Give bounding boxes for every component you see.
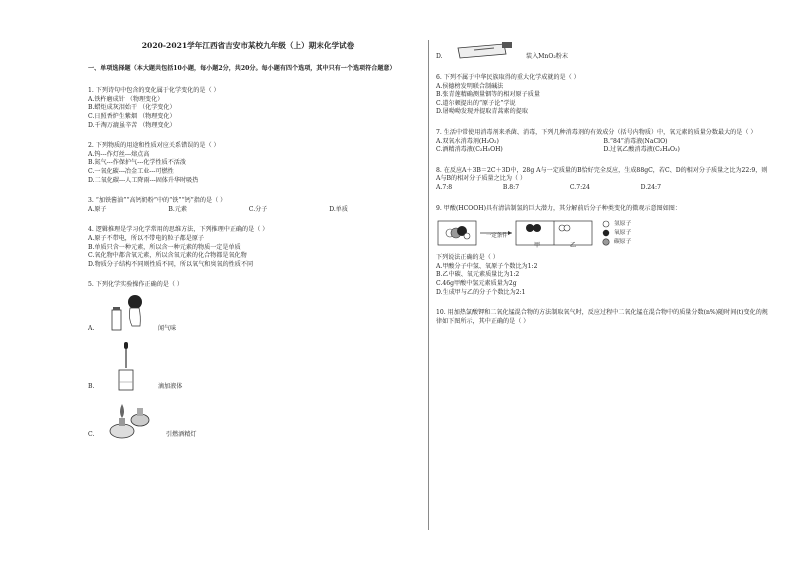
option: D.24:7 (640, 183, 661, 191)
option: A.甲酸分子中氢、氧原子个数比为1:2 (436, 262, 538, 270)
question-8 (436, 167, 771, 193)
legend-row (602, 220, 631, 229)
option-label: C. (88, 431, 95, 439)
option: C.46g甲酸中氢元素质量为2g (436, 279, 517, 287)
option: C.日照香炉生紫烟 （物理变化） (88, 112, 176, 120)
option: A.7:8 (436, 183, 453, 191)
question-stem: 9. 甲酸(HCOOH)具有清洁制氢的巨大潜力，其分解前后分子种类变化的微观示意图如图： (436, 204, 681, 212)
legend-label: 氧原子 (614, 229, 632, 236)
question-2 (88, 142, 408, 185)
option: A.铁杵磨成针 （物理变化） (88, 95, 164, 103)
test-tube-illustration (454, 40, 514, 62)
question-stem: 4. 逻辑推理是学习化学常用的思维方法，下列推理中正确的是（ ） (88, 226, 269, 234)
page-title: 2020-2021学年江西省吉安市某校九年级（上）期末化学试卷 (141, 41, 355, 50)
option: A.钨---作灯丝---熔点高 (88, 150, 150, 158)
question-stem: 1. 下列诗句中包含的变化属于化学变化的是（ ） (88, 87, 220, 95)
column-divider (428, 40, 429, 530)
option: A.原子 (88, 205, 107, 213)
left-column (88, 40, 408, 452)
question-stem: 8. 在反应A＋3B＝2C＋3D中，28g A与一定质量的B恰好完全反应，生成88gC，若C、D的相对分子质量之比为22:9，则A与B的相对分子质量之比为（ ） (436, 166, 768, 183)
option: B.“84”消毒液(NaClO) (603, 137, 668, 145)
option: B.元素 (168, 205, 187, 213)
option-label: B. (88, 383, 95, 391)
right-column (436, 40, 771, 338)
option: B.蜡炬成灰泪始干 （化学变化） (88, 104, 176, 112)
option-figure (88, 398, 408, 440)
section-heading: 一、单项选择题（本大题共包括10小题，每小题2分，共20分。每小题有四个选项，其中只有一个选项符合题意） (88, 64, 396, 72)
options-row (88, 206, 408, 215)
option: B.氮气---作保护气---化学性质不活泼 (88, 159, 186, 167)
option: A.原子不带电，所以不带电的粒子都是原子 (88, 234, 205, 242)
question-stem: 5. 下列化学实验操作正确的是（ ） (88, 281, 184, 289)
option: D.千淘万漉虽辛苦 （物理变化） (88, 121, 176, 129)
question-5 (88, 281, 408, 440)
option: B.8:7 (502, 183, 520, 191)
option: C.7:24 (569, 183, 590, 191)
option-text: 滴加液体 (158, 383, 183, 391)
question-stem: 10. 用加热氯酸钾和二氧化锰混合物的方法制取氧气时，反应过程中二氧化锰在混合物中的质量分数(n%)随时间(t)变化的规律如下图所示，其中正确的是（ ） (436, 309, 768, 325)
question-1 (88, 87, 408, 130)
options-grid (436, 138, 771, 155)
question-4 (88, 226, 408, 269)
option-figure (88, 340, 408, 392)
legend-label: 氢原子 (614, 220, 632, 227)
product-yi-label: 乙 (570, 242, 577, 250)
option: C.酒精消毒液(C₂H₅OH) (436, 146, 503, 154)
hydrogen-atom-icon (602, 220, 610, 228)
option-text: 闻气味 (158, 325, 177, 333)
option: D.单质 (329, 205, 348, 213)
oxygen-atom-icon (602, 229, 610, 237)
legend-label: 碳原子 (614, 238, 632, 245)
question-stem: 3. “加铁酱油”“高钙奶粉”中的“铁”“钙”指的是（ ） (88, 197, 227, 205)
option: C.道尔顿提出的“原子论”学说 (436, 99, 516, 107)
alcohol-lamp-illustration (106, 398, 154, 440)
option-figure (436, 40, 771, 62)
question-stem: 6. 下列不属于中华民族取得的重大化学成就的是（ ） (436, 74, 580, 81)
option: D.二氧化碳---人工降雨---固体升华时吸热 (88, 176, 199, 184)
option-label: D. (436, 53, 443, 61)
option: C.氧化物中都含氧元素，所以含氧元素的化合物都是氧化物 (88, 252, 247, 260)
question-10 (436, 309, 771, 326)
option: B.乙中碳、氧元素质量比为1:2 (436, 271, 520, 279)
option: B.张青莲精确测量铟等的相对原子质量 (436, 91, 540, 99)
question-7 (436, 129, 771, 155)
smell-gas-illustration (106, 290, 146, 334)
arrow-condition-label: 一定条件 (486, 233, 508, 240)
option: B.单质只含一种元素，所以含一种元素的物质一定是单质 (88, 243, 241, 251)
option: D.屠呦呦发现并提取青蒿素的提取 (436, 108, 528, 116)
question-6 (436, 74, 771, 117)
question-stem: 7. 生活中常使用消毒剂来杀菌、消毒，下列几种消毒剂的有效成分（括号内物质）中，氧元素的质量分数最大的是（ ） (436, 128, 757, 136)
option: A.双氧水消毒剂(H₂O₂) (436, 137, 499, 145)
dropper-illustration (106, 340, 146, 392)
legend-row (602, 238, 631, 247)
option: C.分子 (248, 205, 268, 213)
carbon-atom-icon (602, 238, 610, 246)
option-text: 引燃酒精灯 (166, 431, 197, 439)
option: D.物质分子结构不同则性质不同，所以氧气和臭氧的性质不同 (88, 260, 254, 268)
option-text: 装入MnO₂粉末 (526, 53, 568, 61)
options-row (436, 184, 771, 193)
sub-question: 下列说法正确的是（ ） (436, 254, 499, 262)
option: C.一氧化碳---冶金工业---可燃性 (88, 167, 174, 175)
question-9 (436, 205, 771, 298)
question-stem: 2. 下列物质的用途和性质对应关系错误的是（ ） (88, 142, 220, 150)
option-figure (88, 290, 408, 334)
option-label: A. (88, 325, 95, 333)
atom-legend (602, 220, 631, 247)
option: A.侯德榜发明联合制碱法 (436, 82, 504, 90)
product-jia-label: 甲 (534, 242, 541, 250)
legend-row (602, 229, 631, 238)
option: D.生成甲与乙的分子个数比为2:1 (436, 288, 526, 296)
question-3 (88, 197, 408, 214)
option: D.过氧乙酸消毒液(C₂H₄O₃) (603, 146, 680, 154)
